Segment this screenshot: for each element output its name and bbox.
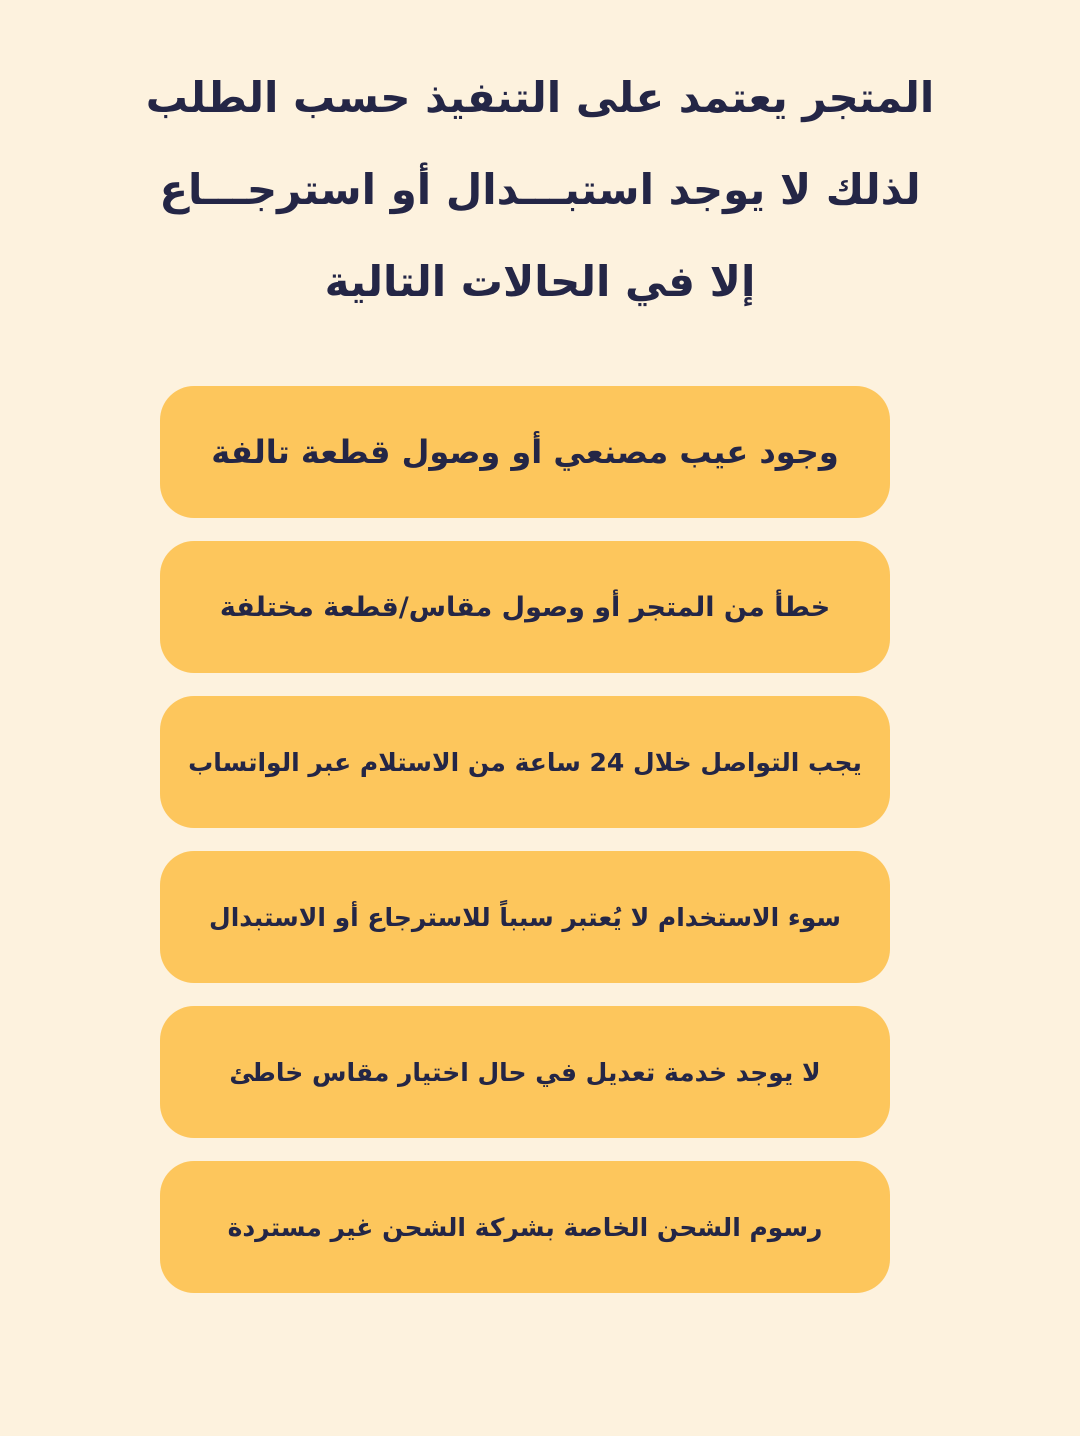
- condition-card-defect: وجود عيب مصنعي أو وصول قطعة تالفة: [160, 386, 890, 518]
- condition-card-shipping-fees: رسوم الشحن الخاصة بشركة الشحن غير مستردة: [160, 1161, 890, 1293]
- policy-header: [0, 52, 1080, 328]
- condition-card-contact-window: يجب التواصل خلال 24 ساعة من الاستلام عبر الواتساب: [160, 696, 890, 828]
- condition-card-no-alterations: لا يوجد خدمة تعديل في حال اختيار مقاس خاطئ: [160, 1006, 890, 1138]
- condition-card-store-error: خطأ من المتجر أو وصول مقاس/قطعة مختلفة: [160, 541, 890, 673]
- header-line-2: لذلك لا يوجد استبـــدال أو استرجـــاع: [159, 165, 921, 214]
- header-line-1: المتجر يعتمد على التنفيذ حسب الطلب: [145, 73, 935, 122]
- header-line-3: إلا في الحالات التالية: [324, 257, 756, 306]
- condition-card-misuse: سوء الاستخدام لا يُعتبر سبباً للاسترجاع أو الاستبدال: [160, 851, 890, 983]
- policy-conditions-list: [160, 386, 890, 1316]
